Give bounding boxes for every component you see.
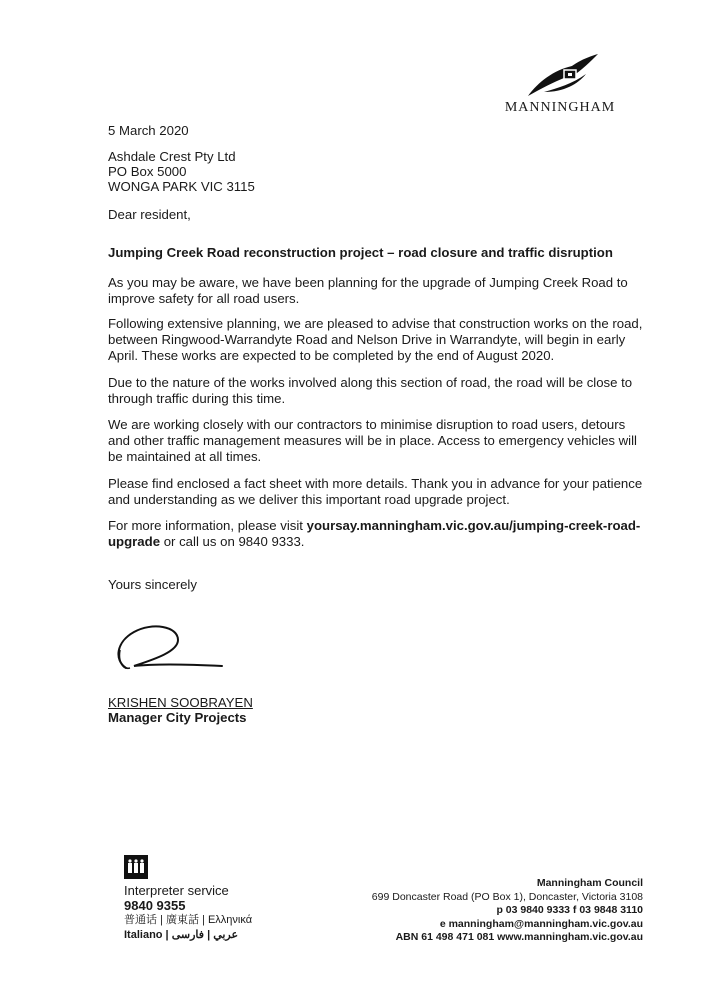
manningham-emblem-icon — [524, 52, 600, 98]
more-info-paragraph — [108, 518, 643, 550]
body-paragraph: We are working closely with our contractors to minimise disruption to road users, detours and other traffic management measures will be in place. Access to emergency vehicles will be maintained at all times. — [108, 417, 637, 464]
salutation: Dear resident, — [108, 207, 191, 222]
council-address: 699 Doncaster Road (PO Box 1), Doncaster, Victoria 3108 — [371, 890, 643, 903]
recipient-address — [108, 149, 643, 194]
languages-line: 普通话 | 廣東話 | Ελληνικά — [124, 914, 253, 926]
council-abn-web: ABN 61 498 471 081 www.manningham.vic.gov.au — [395, 931, 643, 943]
languages-line: Italiano | عربي | فارسی — [124, 929, 239, 941]
signatory-name: KRISHEN SOOBRAYEN — [108, 695, 253, 710]
body-paragraph: As you may be aware, we have been planning for the upgrade of Jumping Creek Road to improve safety for all road users. — [108, 275, 628, 306]
closing: Yours sincerely — [108, 577, 197, 592]
letter-date: 5 March 2020 — [108, 123, 189, 138]
recipient-line: PO Box 5000 — [108, 164, 187, 179]
interpreter-icon — [124, 855, 148, 879]
recipient-line: Ashdale Crest Pty Ltd — [108, 149, 236, 164]
council-name: Manningham Council — [536, 877, 643, 889]
interpreter-number: 9840 9355 — [124, 898, 186, 913]
council-email: e manningham@manningham.vic.gov.au — [439, 917, 643, 930]
more-info-suffix: or call us on 9840 9333. — [160, 534, 305, 549]
more-info-link[interactable]: yoursay.manningham.vic.gov.au/jumping-creek-road-upgrade — [108, 518, 641, 549]
recipient-line: WONGA PARK VIC 3115 — [108, 179, 255, 194]
interpreter-label: Interpreter service — [124, 883, 229, 898]
body-paragraph: Following extensive planning, we are pleased to advise that construction works on the road, between Ringwood-Warrandyte Road and Nelson Drive in Warrandyte, will begin in early April. These works are expected to be completed by the end of August 2020. — [108, 316, 643, 363]
signature-image — [112, 620, 227, 675]
signatory-title: Manager City Projects — [108, 710, 247, 725]
body-paragraph: Due to the nature of the works involved along this section of road, the road will be close to through traffic during this time. — [108, 375, 633, 406]
manningham-logo — [500, 52, 620, 118]
logo-wordmark: MANNINGHAM — [504, 100, 616, 115]
interpreter-block — [124, 855, 284, 943]
council-phone: p 03 9840 9333 f 03 9848 3110 — [496, 904, 643, 916]
letter-subject: Jumping Creek Road reconstruction project – road closure and traffic disruption — [108, 245, 613, 260]
more-info-prefix: For more information, please visit — [108, 518, 307, 533]
body-paragraph: Please find enclosed a fact sheet with more details. Thank you in advance for your patience and understanding as we deliver this important road upgrade project. — [108, 476, 643, 507]
council-contact — [330, 877, 643, 945]
